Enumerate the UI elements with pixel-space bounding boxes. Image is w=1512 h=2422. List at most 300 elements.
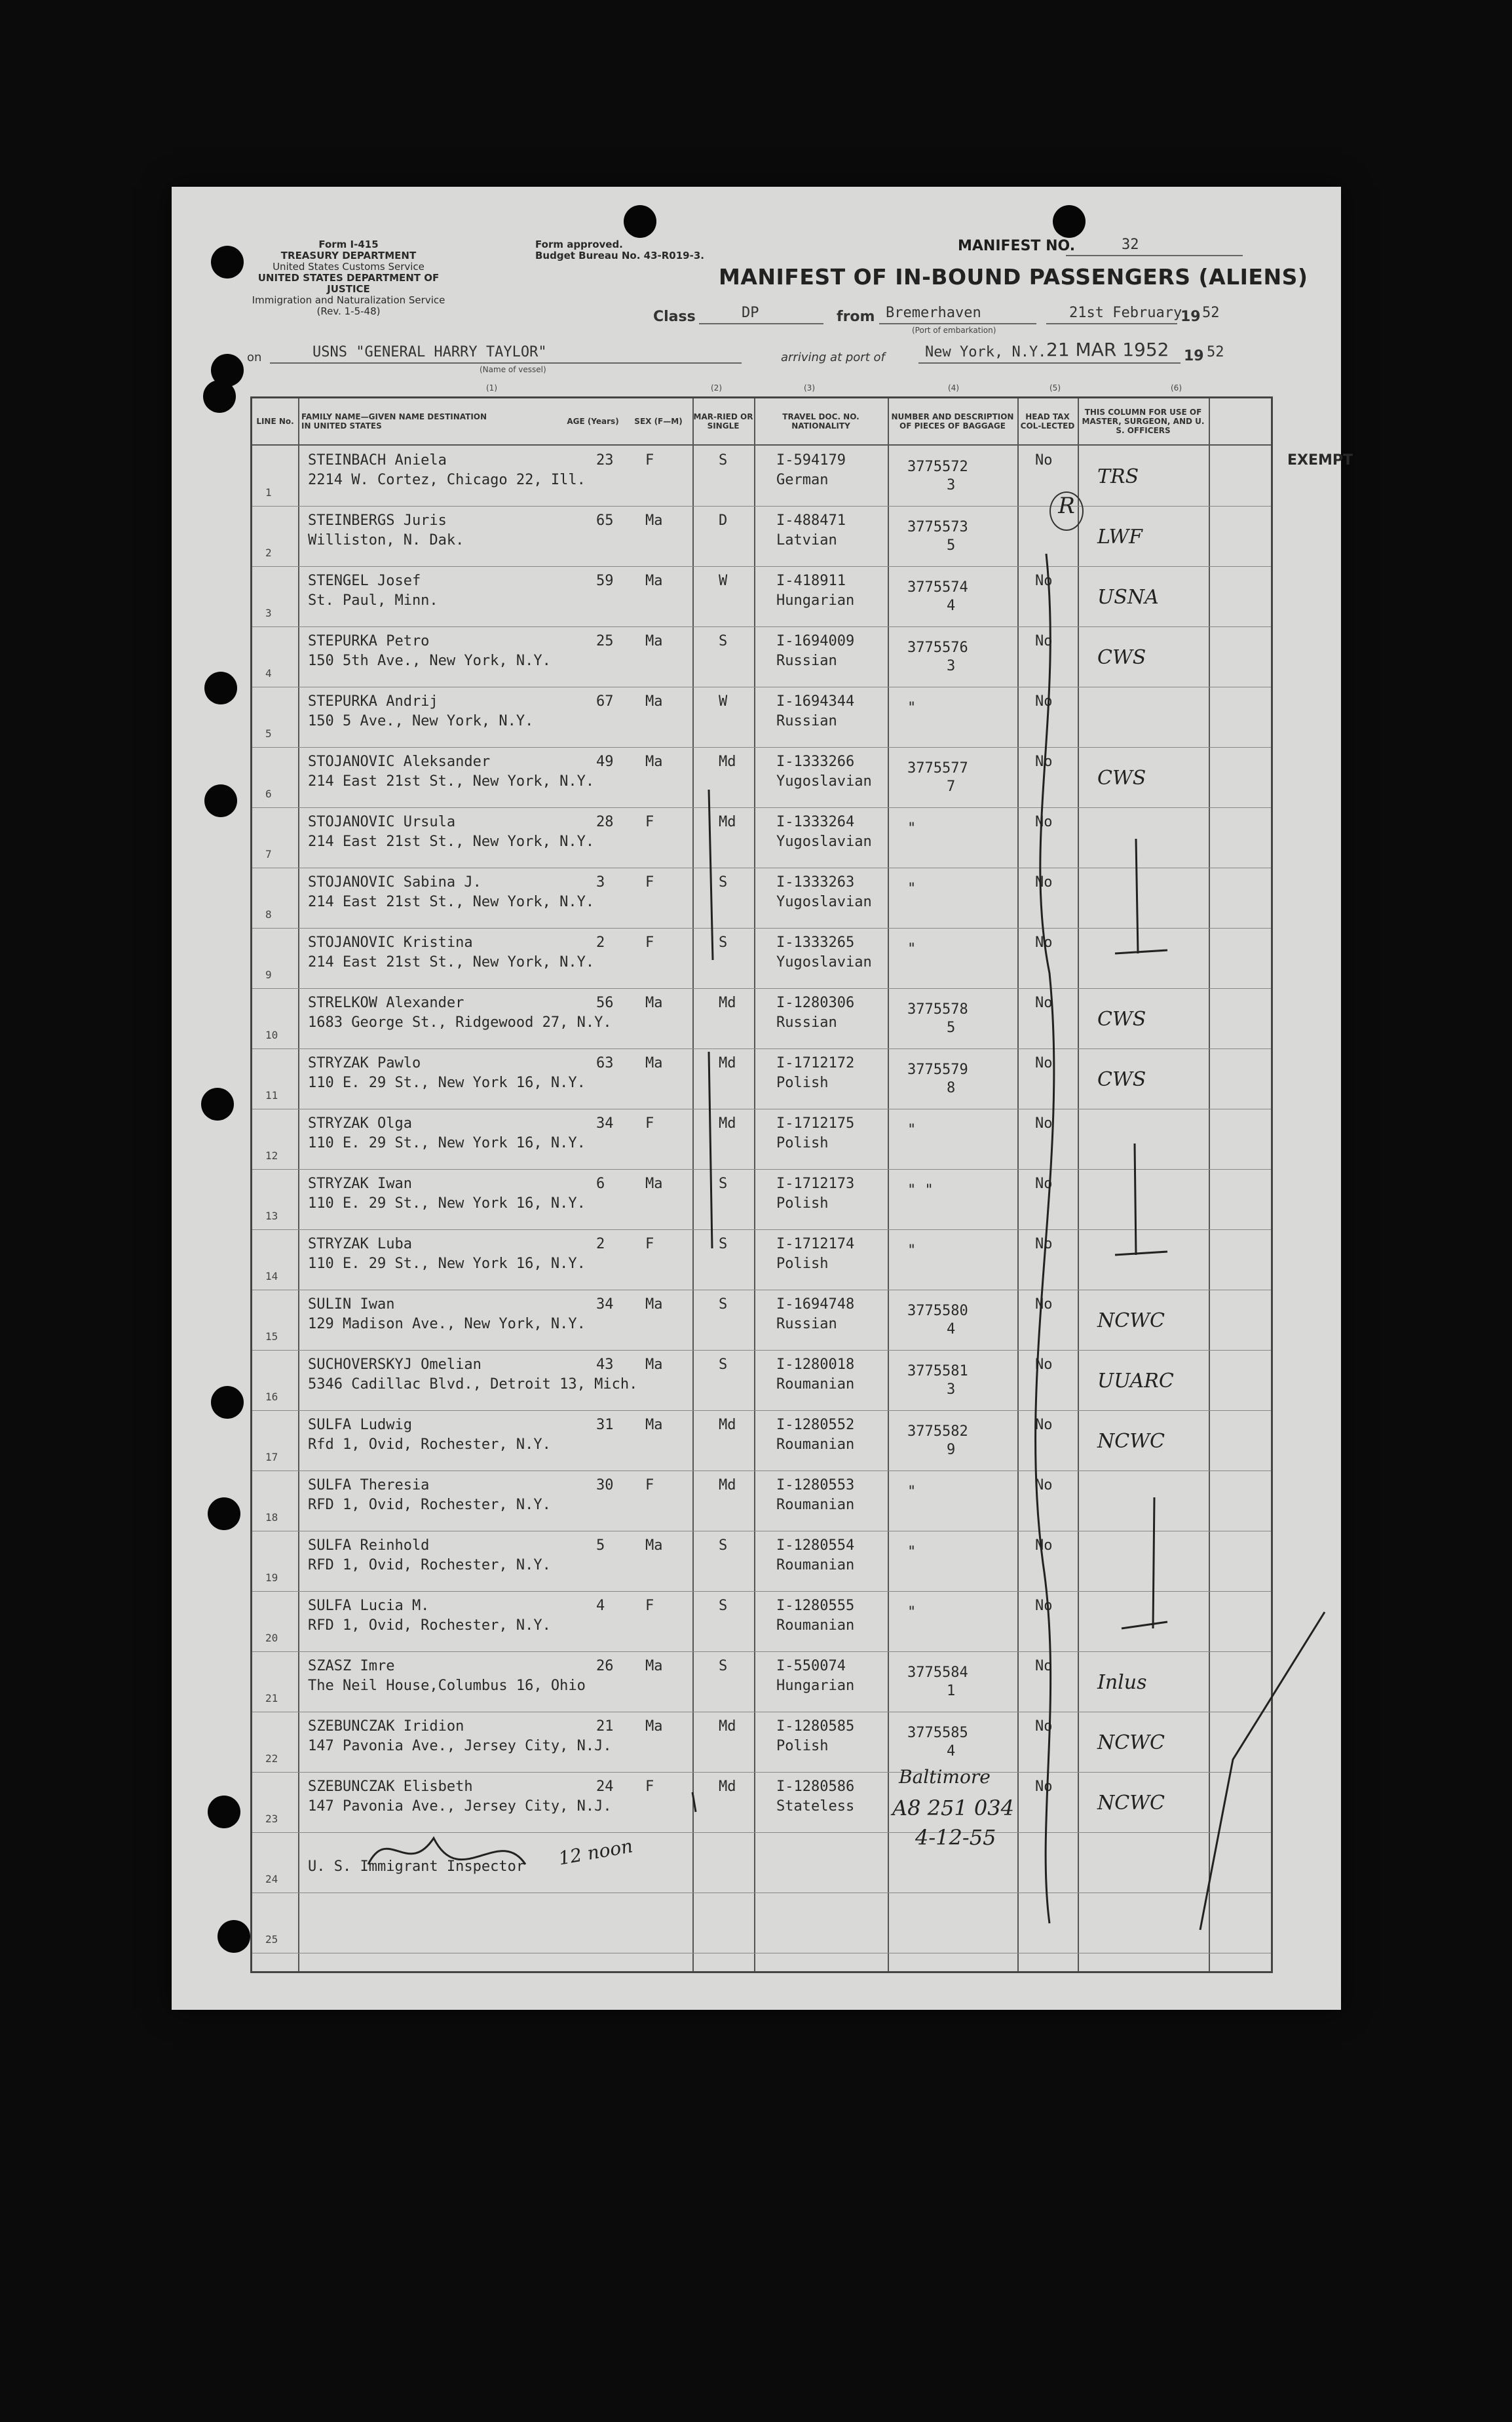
nationality: Polish [776, 1195, 829, 1212]
port-caption: (Port of embarkation) [912, 326, 996, 335]
head-tax: No [1035, 573, 1053, 589]
family-name: SZASZ Imre [308, 1658, 395, 1674]
head-tax: No [1035, 1537, 1053, 1554]
form-block: Form I-415 TREASURY DEPARTMENT United States Customs Service UNITED STATES DEPARTMENT OF JUSTICE Immigration and Naturalization Service (Rev. 1-5-48) [252, 239, 445, 317]
marital-status: S [719, 452, 728, 469]
age: 2 [596, 934, 605, 951]
line-number: 2 [265, 547, 272, 559]
baggage-number: " [907, 700, 917, 716]
marital-status: Md [719, 1477, 736, 1493]
nationality: Polish [776, 1738, 829, 1754]
age: 4 [596, 1598, 605, 1614]
destination: 2214 W. Cortez, Chicago 22, Ill. [308, 472, 586, 488]
exempt-stamp: EXEMPT [1287, 452, 1353, 469]
depart-year-prefix: 19 [1181, 309, 1201, 325]
line-number: 16 [265, 1391, 278, 1403]
head-tax: No [1035, 633, 1053, 649]
col-number: (6) [1171, 383, 1182, 393]
line-number: 10 [265, 1029, 278, 1041]
baggage-number: " [907, 1484, 917, 1500]
depart-year: 52 [1202, 305, 1220, 321]
age: 56 [596, 995, 614, 1011]
travel-doc-no: I-1333263 [776, 874, 855, 891]
age: 23 [596, 452, 614, 469]
destination: Williston, N. Dak. [308, 532, 464, 548]
ref-date: 4-12-55 [915, 1825, 996, 1850]
head-tax: No [1035, 452, 1053, 469]
baggage-number: 3775581 [907, 1363, 968, 1379]
sex: Ma [645, 1417, 663, 1433]
age: 65 [596, 512, 614, 529]
baggage-pieces: 4 [947, 1321, 956, 1337]
age: 6 [596, 1176, 605, 1192]
head-tax: No [1035, 1778, 1053, 1795]
travel-doc-no: I-1333266 [776, 754, 855, 770]
marital-status: W [719, 573, 728, 589]
class-value: DP [742, 305, 759, 321]
travel-doc-no: I-488471 [776, 512, 846, 529]
family-name: SZEBUNCZAK Elisbeth [308, 1778, 473, 1795]
head-tax: No [1035, 754, 1053, 770]
baggage-number: 3775579 [907, 1062, 968, 1078]
head-tax: No [1035, 1356, 1053, 1373]
line-number: 4 [265, 667, 272, 680]
head-tax: No [1035, 1658, 1053, 1674]
arrival-year: 52 [1207, 344, 1224, 360]
head-tax: No [1035, 995, 1053, 1011]
marital-status: Md [719, 995, 736, 1011]
nationality: Stateless [776, 1798, 855, 1815]
baggage-number: " [907, 820, 917, 837]
sex: F [645, 1598, 654, 1614]
line-number: 24 [265, 1873, 278, 1885]
destination: 110 E. 29 St., New York 16, N.Y. [308, 1135, 586, 1151]
officer-initials: CWS [1097, 1008, 1146, 1031]
line-number: 15 [265, 1330, 278, 1343]
officer-initials: NCWC [1097, 1309, 1165, 1332]
officer-initials: TRS [1097, 465, 1139, 488]
col-head-doc: TRAVEL DOC. NO. NATIONALITY [782, 412, 860, 431]
col-head-line: LINE No. [256, 417, 294, 426]
marital-status: Md [719, 1718, 736, 1735]
nationality: Yugoslavian [776, 954, 872, 971]
family-name: STEINBACH Aniela [308, 452, 447, 469]
family-name: STRYZAK Olga [308, 1115, 412, 1132]
baggage-number: " [907, 1122, 917, 1138]
destination: 5346 Cadillac Blvd., Detroit 13, Mich. [308, 1376, 638, 1393]
sex: Ma [645, 1296, 663, 1313]
sex: Ma [645, 1356, 663, 1373]
sex: Ma [645, 573, 663, 589]
family-name: STEPURKA Andrij [308, 693, 438, 710]
col-number: (5) [1049, 383, 1061, 393]
destination: 129 Madison Ave., New York, N.Y. [308, 1316, 586, 1332]
col-number: (4) [948, 383, 959, 393]
family-name: SULFA Reinhold [308, 1537, 430, 1554]
col-head-sex: SEX (F—M) [634, 417, 683, 426]
nationality: Roumanian [776, 1617, 855, 1634]
line-number: 11 [265, 1089, 278, 1102]
line-number: 9 [265, 969, 272, 981]
manifest-no: 32 [1122, 237, 1139, 253]
line-number: 13 [265, 1210, 278, 1222]
officer-initials: USNA [1097, 586, 1159, 609]
line-number: 25 [265, 1933, 278, 1946]
col-head-tax: HEAD TAX COL-LECTED [1020, 412, 1075, 431]
age: 59 [596, 573, 614, 589]
sex: Ma [645, 1658, 663, 1674]
nationality: Latvian [776, 532, 837, 548]
age: 28 [596, 814, 614, 830]
travel-doc-no: I-1712172 [776, 1055, 855, 1071]
age: 31 [596, 1417, 614, 1433]
destination: 110 E. 29 St., New York 16, N.Y. [308, 1195, 586, 1212]
sex: Ma [645, 1718, 663, 1735]
baggage-pieces: 3 [947, 658, 956, 674]
line-number: 18 [265, 1511, 278, 1524]
head-tax: No [1035, 1417, 1053, 1433]
head-tax: No [1035, 693, 1053, 710]
baggage-pieces: 7 [947, 778, 956, 795]
family-name: STRELKOW Alexander [308, 995, 464, 1011]
destination: 214 East 21st St., New York, N.Y. [308, 954, 595, 971]
sex: F [645, 1477, 654, 1493]
travel-doc-no: I-1333264 [776, 814, 855, 830]
destination: 1683 George St., Ridgewood 27, N.Y. [308, 1014, 612, 1031]
destination: 110 E. 29 St., New York 16, N.Y. [308, 1256, 586, 1272]
nationality: Russian [776, 713, 837, 729]
marital-status: S [719, 1176, 728, 1192]
line-number: 5 [265, 727, 272, 740]
line-number: 22 [265, 1752, 278, 1765]
sex: F [645, 814, 654, 830]
baggage-number: " [907, 1544, 917, 1560]
age: 34 [596, 1296, 614, 1313]
sex: F [645, 1115, 654, 1132]
baggage-number: 3775578 [907, 1001, 968, 1018]
marital-status: D [719, 512, 728, 529]
destination: RFD 1, Ovid, Rochester, N.Y. [308, 1497, 551, 1513]
marital-status: Md [719, 814, 736, 830]
family-name: SUCHOVERSKYJ Omelian [308, 1356, 482, 1373]
nationality: Yugoslavian [776, 834, 872, 850]
vessel-name: USNS "GENERAL HARRY TAYLOR" [312, 344, 547, 360]
sex: Ma [645, 1537, 663, 1554]
head-tax: No [1035, 1055, 1053, 1071]
travel-doc-no: I-1280555 [776, 1598, 855, 1614]
travel-doc-no: I-1694009 [776, 633, 855, 649]
travel-doc-no: I-594179 [776, 452, 846, 469]
age: 63 [596, 1055, 614, 1071]
nationality: Yugoslavian [776, 894, 872, 910]
baggage-number: 3775574 [907, 579, 968, 596]
marital-status: W [719, 693, 728, 710]
marital-status: S [719, 874, 728, 891]
marital-status: S [719, 1537, 728, 1554]
col-head-name: FAMILY NAME—GIVEN NAME DESTINATION IN UNITED STATES [301, 412, 487, 431]
baggage-pieces: 5 [947, 537, 956, 554]
age: 26 [596, 1658, 614, 1674]
head-tax: No [1035, 814, 1053, 830]
nationality: Roumanian [776, 1497, 855, 1513]
family-name: STRYZAK Pawlo [308, 1055, 421, 1071]
travel-doc-no: I-1280306 [776, 995, 855, 1011]
col-number: (2) [711, 383, 722, 393]
arrival-port: New York, N.Y. [925, 344, 1047, 360]
sex: F [645, 452, 654, 469]
sex: Ma [645, 1176, 663, 1192]
nationality: Russian [776, 653, 837, 669]
destination: The Neil House,Columbus 16, Ohio [308, 1678, 586, 1694]
arriving-label: arriving at port of [781, 351, 885, 364]
baggage-pieces: 5 [947, 1020, 956, 1036]
nationality: Roumanian [776, 1436, 855, 1453]
baggage-pieces: 8 [947, 1080, 956, 1096]
baggage-number: 3775577 [907, 760, 968, 777]
travel-doc-no: I-1280554 [776, 1537, 855, 1554]
nationality: Russian [776, 1316, 837, 1332]
baggage-pieces: 4 [947, 598, 956, 614]
travel-doc-no: I-1712173 [776, 1176, 855, 1192]
travel-doc-no: I-1280586 [776, 1778, 855, 1795]
col-head-officers: THIS COLUMN FOR USE OF MASTER, SURGEON, AND U. S. OFFICERS [1082, 408, 1205, 435]
sex: Ma [645, 995, 663, 1011]
officer-initials: CWS [1097, 646, 1146, 669]
from-value: Bremerhaven [886, 305, 981, 321]
line-number: 17 [265, 1451, 278, 1463]
travel-doc-no: I-1280552 [776, 1417, 855, 1433]
baggage-number: " " [907, 1182, 934, 1199]
manifest-page [172, 187, 1353, 2010]
head-tax: No [1035, 1598, 1053, 1614]
travel-doc-no: I-1333265 [776, 934, 855, 951]
marital-status: Md [719, 1115, 736, 1132]
nationality: Russian [776, 1014, 837, 1031]
baggage-number: 3775573 [907, 519, 968, 535]
destination: 110 E. 29 St., New York 16, N.Y. [308, 1075, 586, 1091]
baggage-number: " [907, 1604, 917, 1621]
marital-status: S [719, 1658, 728, 1674]
travel-doc-no: I-1712174 [776, 1236, 855, 1252]
ref-number: A8 251 034 [892, 1796, 1014, 1820]
line-number: 12 [265, 1149, 278, 1162]
head-tax: No [1035, 1718, 1053, 1735]
line-number: 1 [265, 486, 272, 499]
line-number: 7 [265, 848, 272, 860]
sex: F [645, 874, 654, 891]
age: 67 [596, 693, 614, 710]
marital-status: S [719, 633, 728, 649]
age: 21 [596, 1718, 614, 1735]
signature-note: 12 noon [557, 1835, 635, 1870]
nationality: Yugoslavian [776, 773, 872, 790]
officer-initials: NCWC [1097, 1430, 1165, 1453]
age: 2 [596, 1236, 605, 1252]
approval-note: Form approved. Budget Bureau No. 43-R019-3. [535, 239, 704, 261]
family-name: SULFA Ludwig [308, 1417, 412, 1433]
travel-doc-no: I-550074 [776, 1658, 846, 1674]
baggage-number: 3775576 [907, 640, 968, 656]
baggage-number: " [907, 941, 917, 957]
baggage-pieces: 9 [947, 1442, 956, 1458]
head-tax: No [1035, 1296, 1053, 1313]
destination: 214 East 21st St., New York, N.Y. [308, 834, 595, 850]
head-tax: No [1035, 1176, 1053, 1192]
head-tax: No [1035, 1477, 1053, 1493]
family-name: STOJANOVIC Aleksander [308, 754, 491, 770]
sex: Ma [645, 754, 663, 770]
vessel-caption: (Name of vessel) [480, 365, 546, 374]
arrival-year-prefix: 19 [1184, 348, 1204, 364]
family-name: STOJANOVIC Kristina [308, 934, 473, 951]
marital-status: S [719, 1598, 728, 1614]
destination: 214 East 21st St., New York, N.Y. [308, 894, 595, 910]
family-name: SULFA Theresia [308, 1477, 430, 1493]
baggage-pieces: 4 [947, 1743, 956, 1759]
arrival-stamp: 21 MAR 1952 [1046, 339, 1169, 360]
nationality: Hungarian [776, 1678, 855, 1694]
officer-initials: CWS [1097, 767, 1146, 790]
col-head-married: MAR-RIED OR SINGLE [693, 412, 753, 431]
age: 43 [596, 1356, 614, 1373]
family-name: STEINBERGS Juris [308, 512, 447, 529]
marital-status: Md [719, 1055, 736, 1071]
destination: RFD 1, Ovid, Rochester, N.Y. [308, 1617, 551, 1634]
destination: St. Paul, Minn. [308, 592, 438, 609]
age: 5 [596, 1537, 605, 1554]
line-number: 19 [265, 1571, 278, 1584]
sex: F [645, 934, 654, 951]
travel-doc-no: I-1280018 [776, 1356, 855, 1373]
age: 34 [596, 1115, 614, 1132]
baggage-number: 3775584 [907, 1664, 968, 1681]
officer-initials: UUARC [1097, 1370, 1174, 1393]
sex: F [645, 1236, 654, 1252]
age: 3 [596, 874, 605, 891]
sex: Ma [645, 1055, 663, 1071]
family-name: SZEBUNCZAK Iridion [308, 1718, 464, 1735]
col-head-baggage: NUMBER AND DESCRIPTION OF PIECES OF BAGGAGE [891, 412, 1014, 431]
destination: Rfd 1, Ovid, Rochester, N.Y. [308, 1436, 551, 1453]
on-label: on [247, 351, 262, 364]
nationality: Roumanian [776, 1376, 855, 1393]
family-name: STENGEL Josef [308, 573, 421, 589]
family-name: STEPURKA Petro [308, 633, 430, 649]
destination: 214 East 21st St., New York, N.Y. [308, 773, 595, 790]
line-number: 8 [265, 908, 272, 921]
destination: 147 Pavonia Ave., Jersey City, N.J. [308, 1798, 612, 1815]
nationality: Polish [776, 1256, 829, 1272]
baggage-number: " [907, 881, 917, 897]
travel-doc-no: I-418911 [776, 573, 846, 589]
age: 25 [596, 633, 614, 649]
manifest-no-label: MANIFEST NO. [958, 238, 1076, 254]
sex: Ma [645, 633, 663, 649]
head-tax: No [1035, 1236, 1053, 1252]
officer-initials: CWS [1097, 1068, 1146, 1091]
baggage-number: " [907, 1242, 917, 1259]
from-label: from [837, 309, 875, 325]
sex: Ma [645, 693, 663, 710]
family-name: STRYZAK Luba [308, 1236, 412, 1252]
head-tax: No [1035, 1115, 1053, 1132]
box-mark: R [1049, 491, 1084, 531]
destination: RFD 1, Ovid, Rochester, N.Y. [308, 1557, 551, 1573]
line-number: 20 [265, 1632, 278, 1644]
baggage-pieces: 3 [947, 477, 956, 493]
travel-doc-no: I-1280585 [776, 1718, 855, 1735]
marital-status: S [719, 934, 728, 951]
line-number: 3 [265, 607, 272, 619]
baggage-number: 3775582 [907, 1423, 968, 1440]
travel-doc-no: I-1694748 [776, 1296, 855, 1313]
col-number: (1) [486, 383, 497, 393]
travel-doc-no: I-1712175 [776, 1115, 855, 1132]
line-number: 23 [265, 1813, 278, 1825]
baggage-number: 3775572 [907, 459, 968, 475]
line-number: 21 [265, 1692, 278, 1704]
baggage-pieces: 3 [947, 1381, 956, 1398]
travel-doc-no: I-1280553 [776, 1477, 855, 1493]
age: 24 [596, 1778, 614, 1795]
class-label: Class [653, 309, 696, 325]
officer-initials: NCWC [1097, 1731, 1165, 1754]
page-title: MANIFEST OF IN-BOUND PASSENGERS (ALIENS) [719, 264, 1308, 290]
family-name: SULIN Iwan [308, 1296, 395, 1313]
family-name: STOJANOVIC Sabina J. [308, 874, 482, 891]
nationality: Roumanian [776, 1557, 855, 1573]
age: 49 [596, 754, 614, 770]
family-name: SULFA Lucia M. [308, 1598, 430, 1614]
head-tax: No [1035, 934, 1053, 951]
family-name: STOJANOVIC Ursula [308, 814, 456, 830]
line-number: 6 [265, 788, 272, 800]
marital-status: Md [719, 1778, 736, 1795]
marital-status: S [719, 1296, 728, 1313]
line-number: 14 [265, 1270, 278, 1282]
destination: 150 5 Ave., New York, N.Y. [308, 713, 534, 729]
depart-date: 21st February [1069, 305, 1182, 321]
baggage-number: 3775585 [907, 1725, 968, 1741]
travel-doc-no: I-1694344 [776, 693, 855, 710]
marital-status: Md [719, 754, 736, 770]
head-tax: No [1035, 874, 1053, 891]
nationality: Polish [776, 1135, 829, 1151]
marital-status: S [719, 1236, 728, 1252]
family-name: STRYZAK Iwan [308, 1176, 412, 1192]
destination: 147 Pavonia Ave., Jersey City, N.J. [308, 1738, 612, 1754]
destination: 150 5th Ave., New York, N.Y. [308, 653, 551, 669]
sex: Ma [645, 512, 663, 529]
nationality: Polish [776, 1075, 829, 1091]
pen-marks [172, 187, 1341, 2010]
marital-status: Md [719, 1417, 736, 1433]
baltimore-note: Baltimore [899, 1766, 991, 1788]
age: 30 [596, 1477, 614, 1493]
nationality: German [776, 472, 829, 488]
officer-initials: Inlus [1097, 1671, 1147, 1694]
destination: U. S. Immigrant Inspector [308, 1858, 525, 1875]
baggage-pieces: 1 [947, 1683, 956, 1699]
col-head-age: AGE (Years) [567, 417, 619, 426]
sex: F [645, 1778, 654, 1795]
officer-initials: NCWC [1097, 1792, 1165, 1815]
marital-status: S [719, 1356, 728, 1373]
officer-initials: LWF [1097, 526, 1143, 548]
baggage-number: 3775580 [907, 1303, 968, 1319]
col-number: (3) [804, 383, 815, 393]
nationality: Hungarian [776, 592, 855, 609]
